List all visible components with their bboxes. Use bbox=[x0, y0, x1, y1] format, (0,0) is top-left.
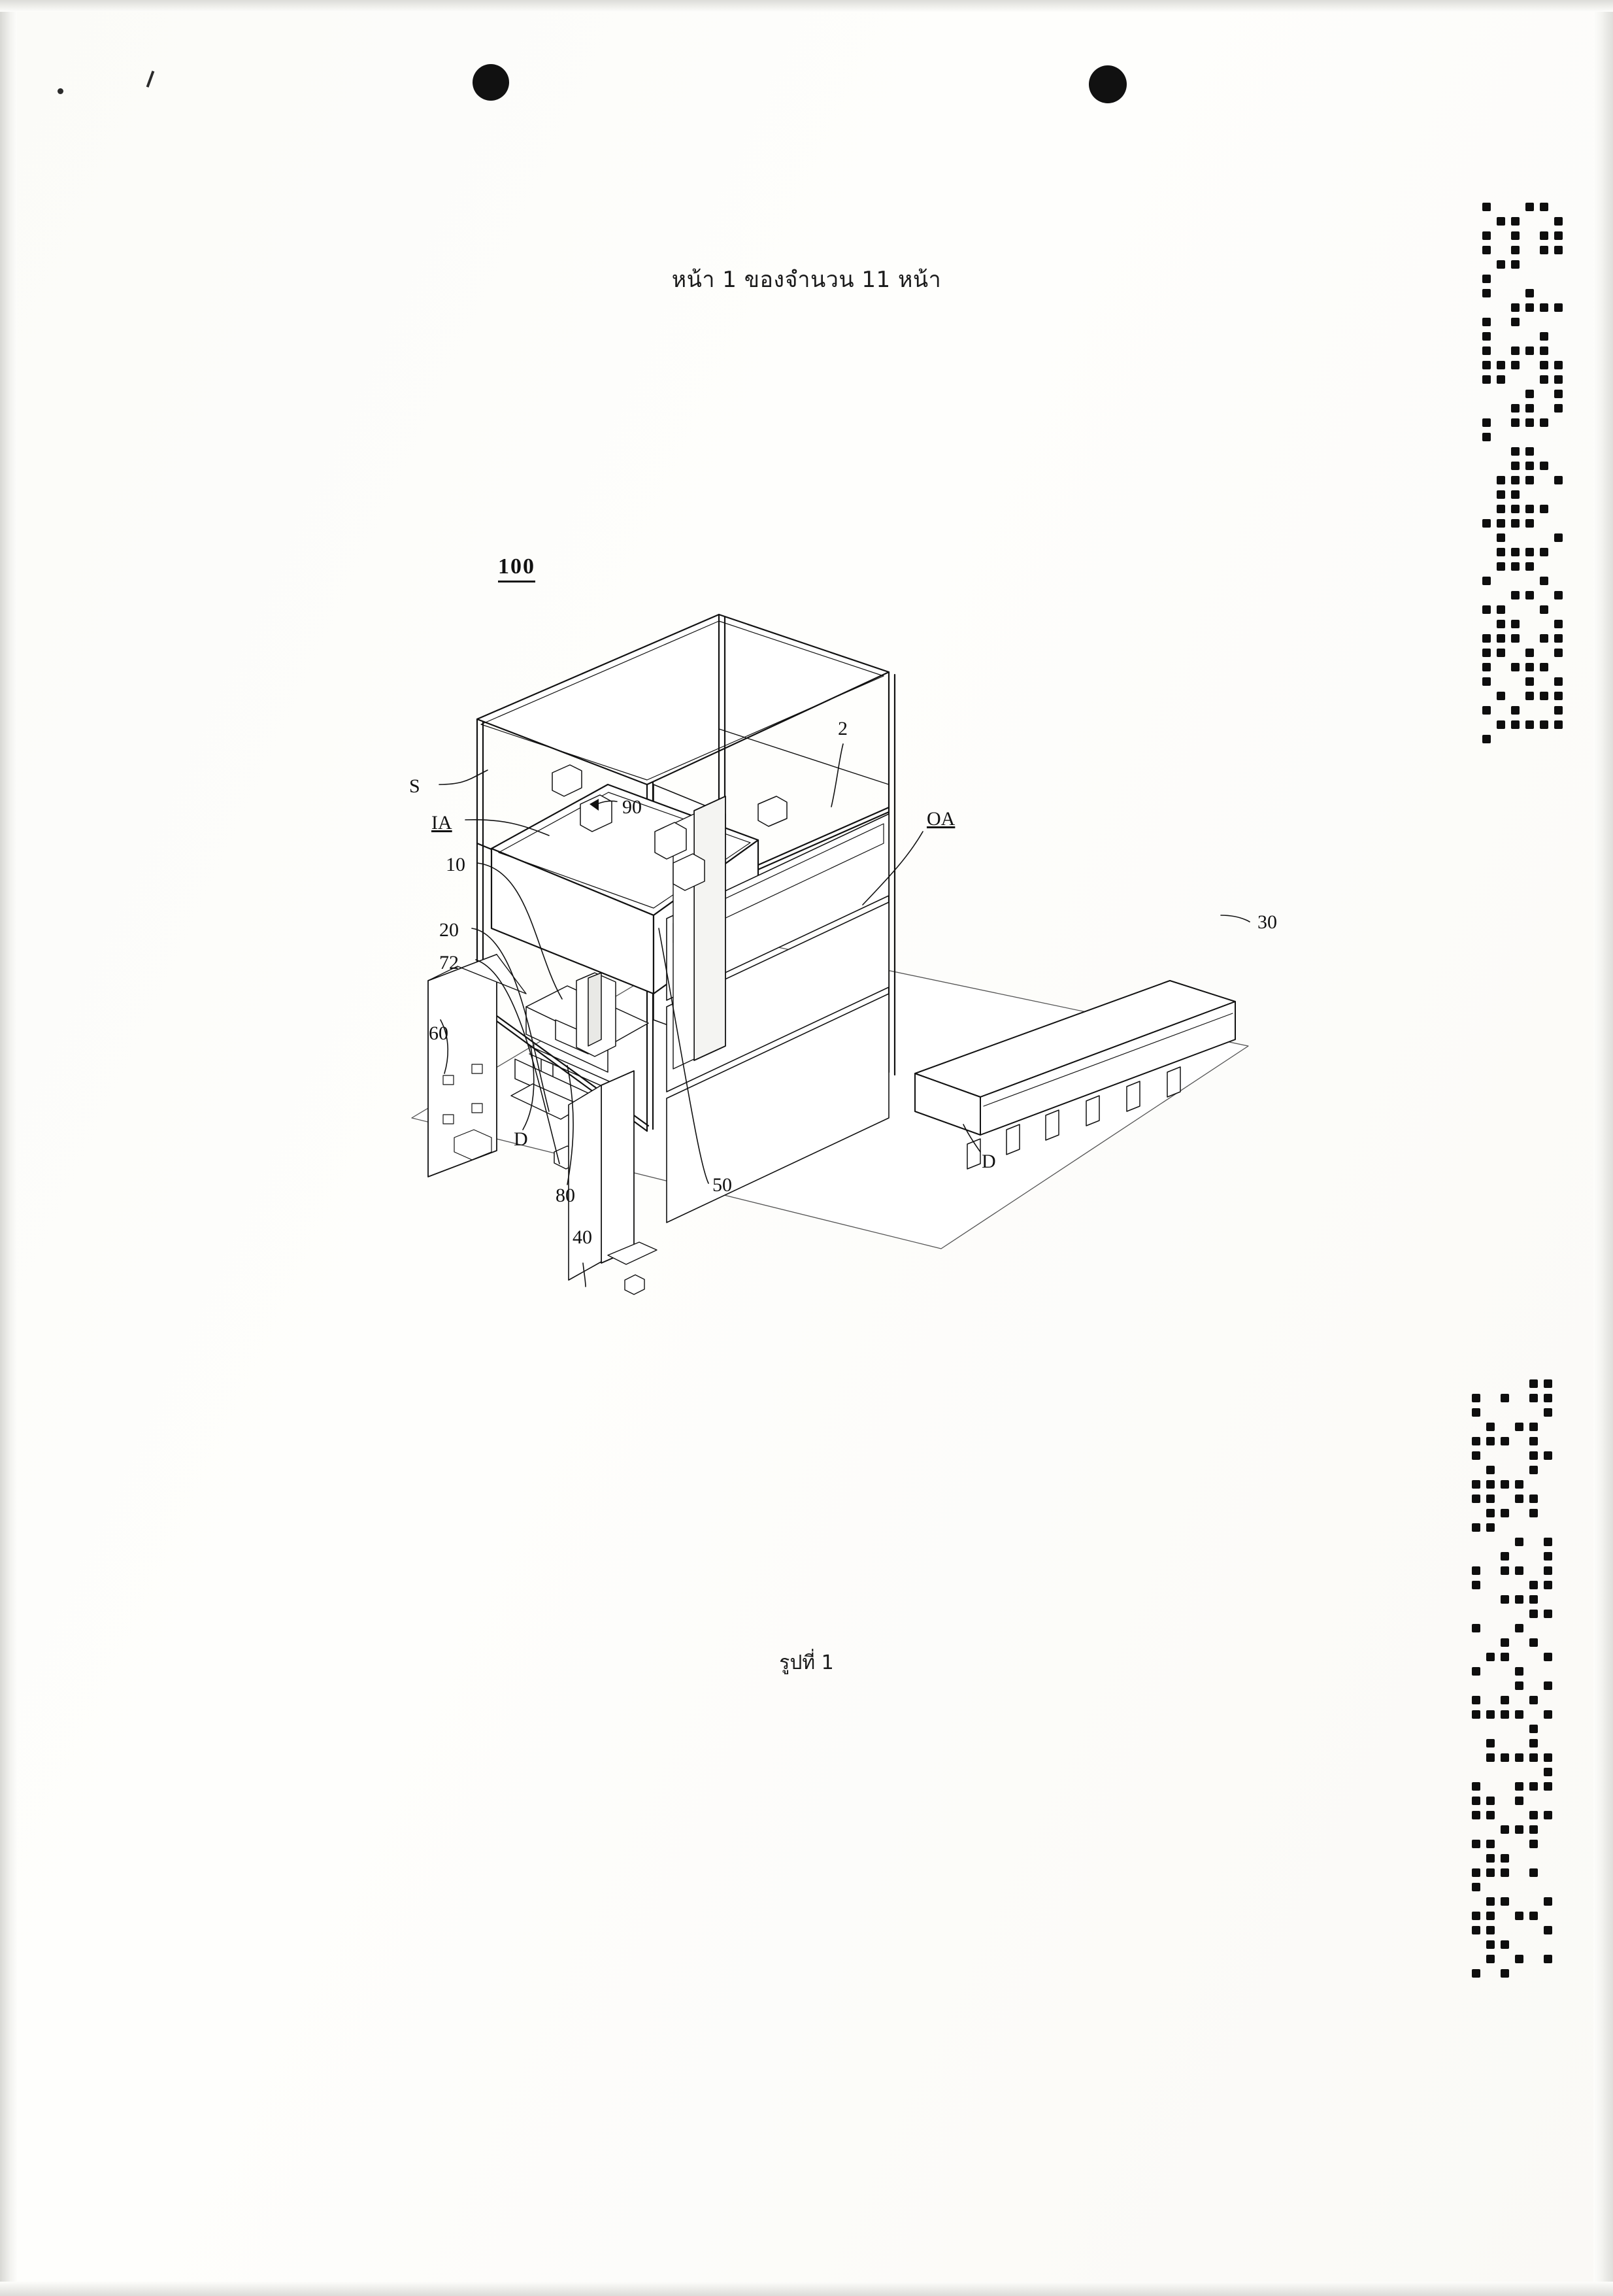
margin-dot bbox=[1472, 1394, 1480, 1402]
margin-dot bbox=[1511, 620, 1520, 628]
margin-dot bbox=[1529, 1782, 1538, 1791]
margin-dot bbox=[1540, 375, 1548, 384]
margin-dot bbox=[1472, 1811, 1480, 1819]
margin-dot bbox=[1525, 390, 1534, 398]
margin-dot bbox=[1482, 346, 1491, 355]
margin-dot bbox=[1501, 1753, 1509, 1762]
margin-dot bbox=[1515, 1797, 1523, 1805]
margin-dot bbox=[1544, 1538, 1552, 1546]
margin-dot bbox=[1486, 1868, 1495, 1877]
margin-dot bbox=[1497, 260, 1505, 269]
margin-dot bbox=[1525, 649, 1534, 657]
margin-dot bbox=[1497, 620, 1505, 628]
margin-dot bbox=[1486, 1926, 1495, 1934]
margin-dot bbox=[1529, 1638, 1538, 1647]
margin-dot bbox=[1486, 1480, 1495, 1489]
margin-dot bbox=[1511, 505, 1520, 513]
margin-dot bbox=[1544, 1408, 1552, 1417]
callout-72: 72 bbox=[439, 952, 459, 973]
margin-dot bbox=[1554, 217, 1563, 226]
margin-dot bbox=[1525, 692, 1534, 700]
margin-dot bbox=[1511, 519, 1520, 528]
margin-dot bbox=[1511, 720, 1520, 729]
margin-dot bbox=[1482, 519, 1491, 528]
margin-dot bbox=[1554, 476, 1563, 484]
margin-dot bbox=[1544, 1610, 1552, 1618]
margin-dot bbox=[1472, 1523, 1480, 1532]
margin-dot bbox=[1554, 246, 1563, 254]
margin-dot bbox=[1472, 1926, 1480, 1934]
margin-dot bbox=[1529, 1696, 1538, 1704]
margin-dot bbox=[1501, 1825, 1509, 1834]
margin-dot bbox=[1529, 1868, 1538, 1877]
callout-OA: OA bbox=[927, 808, 956, 830]
margin-dot bbox=[1501, 1710, 1509, 1719]
margin-dot bbox=[1497, 361, 1505, 369]
margin-dot bbox=[1501, 1854, 1509, 1863]
margin-dot bbox=[1544, 1566, 1552, 1575]
margin-dot bbox=[1486, 1940, 1495, 1949]
margin-dot bbox=[1482, 605, 1491, 614]
margin-dot bbox=[1486, 1466, 1495, 1474]
margin-dot bbox=[1511, 260, 1520, 269]
margin-dot bbox=[1472, 1868, 1480, 1877]
margin-dot bbox=[1482, 577, 1491, 585]
margin-dot bbox=[1515, 1825, 1523, 1834]
margin-dot bbox=[1554, 404, 1563, 413]
margin-dot bbox=[1497, 692, 1505, 700]
margin-dot bbox=[1511, 447, 1520, 456]
margin-dot bbox=[1497, 217, 1505, 226]
margin-dot bbox=[1554, 375, 1563, 384]
margin-dot bbox=[1511, 462, 1520, 470]
registration-dot-icon bbox=[473, 64, 509, 101]
margin-dot bbox=[1540, 605, 1548, 614]
margin-dot bbox=[1554, 361, 1563, 369]
callout-10: 10 bbox=[446, 854, 465, 875]
margin-dot bbox=[1544, 1753, 1552, 1762]
margin-dot bbox=[1554, 634, 1563, 643]
margin-dot bbox=[1497, 533, 1505, 542]
margin-dot bbox=[1497, 505, 1505, 513]
callout-20: 20 bbox=[439, 919, 459, 941]
margin-dot bbox=[1529, 1437, 1538, 1445]
margin-dot bbox=[1540, 231, 1548, 240]
margin-dot bbox=[1486, 1897, 1495, 1906]
scan-edge-top bbox=[0, 0, 1613, 12]
margin-dot bbox=[1482, 231, 1491, 240]
margin-dot bbox=[1540, 361, 1548, 369]
margin-dot bbox=[1525, 476, 1534, 484]
margin-dot bbox=[1486, 1494, 1495, 1503]
margin-dot bbox=[1529, 1394, 1538, 1402]
margin-dot bbox=[1511, 663, 1520, 671]
margin-dot bbox=[1554, 692, 1563, 700]
margin-dot bbox=[1511, 361, 1520, 369]
margin-dot bbox=[1544, 1955, 1552, 1963]
margin-dot bbox=[1529, 1739, 1538, 1747]
margin-dot bbox=[1511, 303, 1520, 312]
margin-dot bbox=[1482, 289, 1491, 297]
margin-dot bbox=[1482, 361, 1491, 369]
margin-dot bbox=[1544, 1897, 1552, 1906]
margin-dot bbox=[1472, 1494, 1480, 1503]
margin-dot bbox=[1486, 1423, 1495, 1431]
margin-dot bbox=[1472, 1797, 1480, 1805]
callout-S: S bbox=[409, 775, 420, 797]
scan-edge-left bbox=[0, 0, 17, 2296]
margin-dot bbox=[1501, 1940, 1509, 1949]
patent-drawing bbox=[392, 588, 1320, 1425]
margin-dot bbox=[1511, 246, 1520, 254]
margin-speck bbox=[58, 88, 63, 94]
scan-edge-right bbox=[1593, 0, 1613, 2296]
margin-dot bbox=[1544, 1681, 1552, 1690]
margin-dot bbox=[1472, 1566, 1480, 1575]
margin-dot bbox=[1525, 519, 1534, 528]
margin-dot bbox=[1497, 375, 1505, 384]
margin-dot bbox=[1515, 1480, 1523, 1489]
margin-dot bbox=[1472, 1710, 1480, 1719]
callout-2: 2 bbox=[838, 718, 848, 739]
margin-dot bbox=[1472, 1782, 1480, 1791]
margin-dot bbox=[1529, 1581, 1538, 1589]
margin-dot bbox=[1529, 1509, 1538, 1517]
margin-dot bbox=[1511, 634, 1520, 643]
margin-dot bbox=[1529, 1423, 1538, 1431]
margin-dot bbox=[1529, 1753, 1538, 1762]
margin-dot bbox=[1529, 1725, 1538, 1733]
margin-dot bbox=[1501, 1969, 1509, 1978]
margin-dot bbox=[1486, 1523, 1495, 1532]
margin-dot bbox=[1511, 217, 1520, 226]
margin-dot bbox=[1525, 677, 1534, 686]
margin-dot bbox=[1529, 1912, 1538, 1920]
margin-dot bbox=[1501, 1480, 1509, 1489]
margin-dot bbox=[1529, 1494, 1538, 1503]
margin-dot bbox=[1486, 1710, 1495, 1719]
margin-dot bbox=[1511, 346, 1520, 355]
margin-dot bbox=[1482, 677, 1491, 686]
margin-dot bbox=[1486, 1797, 1495, 1805]
margin-dot bbox=[1544, 1782, 1552, 1791]
margin-dot bbox=[1486, 1955, 1495, 1963]
margin-dot bbox=[1544, 1552, 1552, 1561]
margin-dot bbox=[1540, 462, 1548, 470]
margin-dot bbox=[1511, 562, 1520, 571]
margin-dot bbox=[1482, 634, 1491, 643]
margin-dot bbox=[1511, 318, 1520, 326]
margin-dot bbox=[1540, 505, 1548, 513]
callout-50: 50 bbox=[712, 1174, 732, 1196]
margin-dot bbox=[1472, 1624, 1480, 1632]
margin-dot bbox=[1486, 1912, 1495, 1920]
margin-dot bbox=[1529, 1451, 1538, 1460]
margin-dot bbox=[1544, 1768, 1552, 1776]
margin-dot bbox=[1486, 1653, 1495, 1661]
margin-dot bbox=[1511, 404, 1520, 413]
margin-dot bbox=[1544, 1926, 1552, 1934]
margin-dot bbox=[1482, 375, 1491, 384]
margin-dot bbox=[1497, 548, 1505, 556]
margin-dot bbox=[1554, 591, 1563, 599]
margin-dot bbox=[1525, 203, 1534, 211]
margin-dot bbox=[1515, 1681, 1523, 1690]
margin-dot bbox=[1501, 1552, 1509, 1561]
margin-dot bbox=[1554, 231, 1563, 240]
margin-dot bbox=[1529, 1466, 1538, 1474]
margin-dot bbox=[1525, 346, 1534, 355]
margin-dot bbox=[1472, 1912, 1480, 1920]
margin-dot bbox=[1515, 1423, 1523, 1431]
margin-dot bbox=[1482, 649, 1491, 657]
margin-dot bbox=[1525, 289, 1534, 297]
margin-dot bbox=[1540, 332, 1548, 341]
margin-dot bbox=[1529, 1811, 1538, 1819]
margin-dot bbox=[1525, 591, 1534, 599]
margin-dot bbox=[1515, 1753, 1523, 1762]
margin-dot bbox=[1501, 1437, 1509, 1445]
margin-dot bbox=[1511, 418, 1520, 427]
margin-dot bbox=[1554, 533, 1563, 542]
margin-dot bbox=[1540, 577, 1548, 585]
margin-dot bbox=[1497, 634, 1505, 643]
margin-dot bbox=[1525, 404, 1534, 413]
margin-dot-pattern-top bbox=[1482, 203, 1569, 749]
margin-dot bbox=[1497, 490, 1505, 499]
margin-dot bbox=[1529, 1825, 1538, 1834]
callout-40: 40 bbox=[573, 1226, 592, 1248]
margin-dot bbox=[1515, 1710, 1523, 1719]
margin-dot bbox=[1472, 1581, 1480, 1589]
margin-dot bbox=[1482, 663, 1491, 671]
margin-dot bbox=[1515, 1782, 1523, 1791]
margin-dot bbox=[1482, 203, 1491, 211]
margin-dot bbox=[1554, 390, 1563, 398]
margin-dot bbox=[1515, 1955, 1523, 1963]
margin-dot bbox=[1525, 418, 1534, 427]
margin-dot bbox=[1486, 1739, 1495, 1747]
margin-dot bbox=[1497, 649, 1505, 657]
margin-dot bbox=[1472, 1437, 1480, 1445]
margin-dot bbox=[1525, 562, 1534, 571]
margin-dot bbox=[1501, 1638, 1509, 1647]
figure-reference-100: 100 bbox=[498, 554, 535, 582]
margin-dot bbox=[1497, 605, 1505, 614]
margin-dot bbox=[1540, 634, 1548, 643]
callout-D-left: D bbox=[514, 1128, 528, 1150]
callout-90: 90 bbox=[622, 796, 642, 818]
margin-dot bbox=[1554, 720, 1563, 729]
callout-IA: IA bbox=[431, 812, 452, 834]
margin-dot bbox=[1554, 620, 1563, 628]
margin-dot bbox=[1515, 1538, 1523, 1546]
margin-dot bbox=[1540, 418, 1548, 427]
margin-dot bbox=[1482, 332, 1491, 341]
margin-dot bbox=[1544, 1379, 1552, 1388]
margin-dot bbox=[1554, 649, 1563, 657]
margin-dot bbox=[1472, 1840, 1480, 1848]
callout-30: 30 bbox=[1257, 911, 1277, 933]
margin-dot bbox=[1540, 346, 1548, 355]
margin-dot bbox=[1486, 1840, 1495, 1848]
margin-dot bbox=[1482, 318, 1491, 326]
margin-dot bbox=[1501, 1595, 1509, 1604]
margin-dot bbox=[1515, 1624, 1523, 1632]
margin-dot bbox=[1497, 519, 1505, 528]
margin-dot bbox=[1529, 1840, 1538, 1848]
margin-dot bbox=[1511, 231, 1520, 240]
margin-dot bbox=[1511, 548, 1520, 556]
margin-dot bbox=[1472, 1696, 1480, 1704]
margin-dot bbox=[1525, 548, 1534, 556]
margin-dot bbox=[1472, 1480, 1480, 1489]
margin-dot bbox=[1525, 720, 1534, 729]
margin-dot bbox=[1486, 1854, 1495, 1863]
margin-dot bbox=[1540, 303, 1548, 312]
margin-dot bbox=[1544, 1394, 1552, 1402]
margin-dot bbox=[1515, 1595, 1523, 1604]
margin-dot bbox=[1497, 476, 1505, 484]
margin-dot bbox=[1501, 1394, 1509, 1402]
margin-dot bbox=[1501, 1897, 1509, 1906]
margin-dot bbox=[1472, 1667, 1480, 1676]
margin-dot bbox=[1482, 418, 1491, 427]
margin-dot bbox=[1525, 663, 1534, 671]
margin-dot bbox=[1497, 562, 1505, 571]
margin-dot bbox=[1482, 246, 1491, 254]
margin-dot bbox=[1540, 692, 1548, 700]
margin-dot bbox=[1486, 1753, 1495, 1762]
margin-dot bbox=[1529, 1610, 1538, 1618]
margin-dot bbox=[1540, 246, 1548, 254]
margin-dot bbox=[1540, 203, 1548, 211]
margin-dot bbox=[1525, 462, 1534, 470]
margin-dot bbox=[1486, 1509, 1495, 1517]
margin-dot bbox=[1511, 591, 1520, 599]
margin-dot bbox=[1554, 677, 1563, 686]
margin-dot bbox=[1540, 720, 1548, 729]
margin-dot bbox=[1529, 1595, 1538, 1604]
margin-dot bbox=[1482, 275, 1491, 283]
margin-dot bbox=[1525, 447, 1534, 456]
margin-dot bbox=[1544, 1581, 1552, 1589]
margin-dot bbox=[1486, 1811, 1495, 1819]
registration-dot-icon bbox=[1089, 65, 1127, 103]
margin-dot bbox=[1501, 1868, 1509, 1877]
margin-dot bbox=[1472, 1451, 1480, 1460]
margin-dot-pattern-bottom bbox=[1472, 1379, 1558, 1984]
page-header-text: หน้า 1 ของจำนวน 11 หน้า bbox=[671, 267, 942, 293]
margin-dot bbox=[1501, 1653, 1509, 1661]
margin-dot bbox=[1511, 706, 1520, 715]
margin-dot bbox=[1529, 1379, 1538, 1388]
margin-dot bbox=[1482, 433, 1491, 441]
margin-dot bbox=[1511, 476, 1520, 484]
margin-dot bbox=[1540, 548, 1548, 556]
margin-dot bbox=[1511, 490, 1520, 499]
margin-dot bbox=[1540, 663, 1548, 671]
margin-dot bbox=[1515, 1912, 1523, 1920]
margin-dot bbox=[1486, 1437, 1495, 1445]
margin-dot bbox=[1544, 1451, 1552, 1460]
callout-60: 60 bbox=[429, 1022, 448, 1044]
margin-dot bbox=[1515, 1494, 1523, 1503]
margin-dot bbox=[1525, 303, 1534, 312]
margin-dot bbox=[1544, 1811, 1552, 1819]
margin-dot bbox=[1472, 1408, 1480, 1417]
callout-80: 80 bbox=[556, 1185, 575, 1206]
scan-edge-bottom bbox=[0, 2282, 1613, 2296]
margin-dot bbox=[1482, 735, 1491, 743]
margin-dot bbox=[1515, 1667, 1523, 1676]
callout-D-right: D bbox=[982, 1151, 996, 1172]
margin-dot bbox=[1554, 706, 1563, 715]
margin-dot bbox=[1497, 720, 1505, 729]
figure-caption: รูปที่ 1 bbox=[779, 1651, 834, 1674]
margin-dot bbox=[1472, 1883, 1480, 1891]
margin-dot bbox=[1554, 303, 1563, 312]
margin-dot bbox=[1501, 1509, 1509, 1517]
margin-dot bbox=[1482, 706, 1491, 715]
margin-dot bbox=[1544, 1653, 1552, 1661]
margin-dot bbox=[1472, 1969, 1480, 1978]
margin-dot bbox=[1501, 1566, 1509, 1575]
margin-dot bbox=[1525, 505, 1534, 513]
margin-dot bbox=[1515, 1566, 1523, 1575]
margin-dot bbox=[1501, 1696, 1509, 1704]
margin-dot bbox=[1544, 1710, 1552, 1719]
